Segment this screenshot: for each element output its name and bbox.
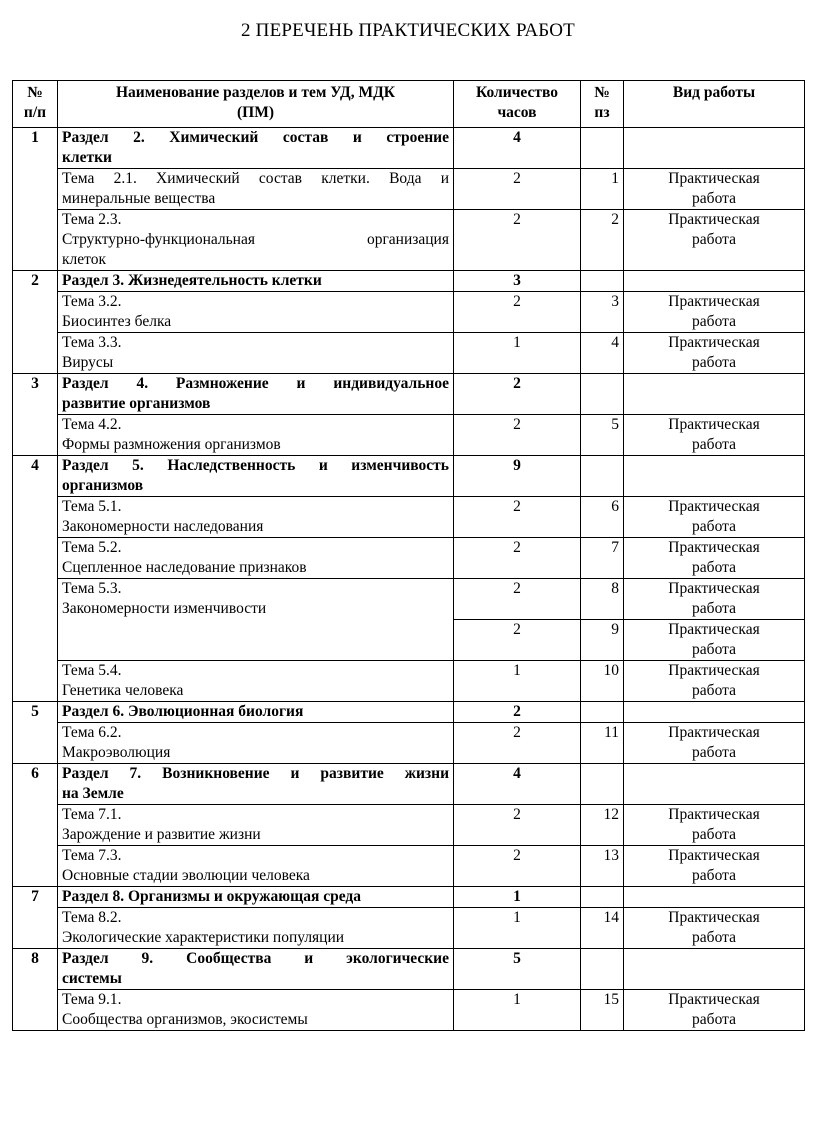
section-hours-text: 3: [513, 272, 521, 289]
topic-pz: [581, 990, 624, 1031]
topic-row: [13, 169, 805, 210]
section-title: [58, 887, 454, 908]
topic-hours: [454, 333, 581, 374]
section-row: [13, 949, 805, 990]
topic-row: [13, 579, 805, 620]
section-pz-empty: [581, 949, 624, 990]
topic-pz: [581, 579, 624, 620]
topic-line-2: Закономерности изменчивости: [62, 600, 267, 617]
section-number: [13, 887, 58, 949]
section-row: [13, 702, 805, 723]
work-type-cell: [624, 908, 805, 949]
topic-pz-text: 8: [611, 580, 619, 597]
topic-name: [58, 415, 454, 456]
topic-line-1: Тема 9.1.: [62, 991, 122, 1008]
work-type-line-1: Практическая: [668, 847, 760, 864]
section-kind-empty: [624, 887, 805, 908]
topic-hours: [454, 579, 581, 620]
section-title-line-2: системы: [62, 970, 122, 987]
topic-line-2: минеральные вещества: [62, 190, 216, 207]
section-title: [58, 456, 454, 497]
topic-pz: [581, 661, 624, 702]
topic-row: [13, 846, 805, 887]
section-hours-text: 2: [513, 375, 521, 392]
topic-line-2: Формы размножения организмов: [62, 436, 281, 453]
work-type-line-2: работа: [692, 436, 736, 453]
work-type-line-2: работа: [692, 313, 736, 330]
topic-name: [58, 292, 454, 333]
section-number: [13, 764, 58, 887]
topic-row: [13, 908, 805, 949]
work-type-cell: [624, 723, 805, 764]
topic-pz: [581, 415, 624, 456]
work-type-cell: [624, 579, 805, 620]
topic-name: [58, 333, 454, 374]
work-type-line-2: работа: [692, 354, 736, 371]
section-hours: [454, 456, 581, 497]
section-title-line-1: Раздел 7. Возникновение и развитие жизни: [62, 765, 449, 782]
section-row: [13, 887, 805, 908]
work-type-cell: [624, 333, 805, 374]
section-kind-empty: [624, 128, 805, 169]
section-hours: [454, 887, 581, 908]
section-pz-empty: [581, 702, 624, 723]
topic-hours: [454, 415, 581, 456]
topic-name: [58, 846, 454, 887]
work-type-line-2: работа: [692, 1011, 736, 1028]
section-hours-text: 5: [513, 950, 521, 967]
topic-line-1: Тема 2.1. Химический состав клетки. Вода и: [62, 170, 449, 187]
section-pz-empty: [581, 271, 624, 292]
section-kind-empty: [624, 374, 805, 415]
topic-hours-text: 2: [513, 211, 521, 228]
topic-line-1: Тема 3.3.: [62, 334, 122, 351]
work-type-line-1: Практическая: [668, 991, 760, 1008]
section-title: [58, 764, 454, 805]
section-title-line-2: организмов: [62, 477, 144, 494]
topic-row: [13, 990, 805, 1031]
topic-hours-text: 1: [513, 662, 521, 679]
topic-line-1: Тема 7.3.: [62, 847, 122, 864]
topic-hours-text: 2: [513, 498, 521, 515]
topic-pz: [581, 210, 624, 271]
topic-line-2-justified: [62, 230, 449, 250]
topic-pz-text: 5: [611, 416, 619, 433]
section-number: [13, 374, 58, 456]
topic-name: [58, 805, 454, 846]
section-title: [58, 702, 454, 723]
section-title: [58, 271, 454, 292]
work-type-cell: [624, 415, 805, 456]
topic-hours-text: 2: [513, 416, 521, 433]
work-type-line-2: работа: [692, 929, 736, 946]
practical-works-table: [12, 80, 805, 1031]
work-type-cell: [624, 620, 805, 661]
topic-pz: [581, 846, 624, 887]
topic-line-1: Тема 8.2.: [62, 909, 122, 926]
topic-hours: [454, 661, 581, 702]
section-pz-empty: [581, 128, 624, 169]
work-type-line-1: Практическая: [668, 211, 760, 228]
topic-line-1: Тема 5.3.: [62, 580, 122, 597]
topic-hours-text: 2: [513, 580, 521, 597]
section-kind-empty: [624, 764, 805, 805]
section-hours-text: 4: [513, 129, 521, 146]
topic-hours-text: 1: [513, 991, 521, 1008]
topic-pz: [581, 169, 624, 210]
section-row: [13, 764, 805, 805]
topic-pz-text: 13: [603, 847, 619, 864]
section-number-text: 2: [31, 272, 39, 289]
topic-line-2a: Структурно-функциональная: [62, 231, 255, 248]
topic-hours-text: 2: [513, 724, 521, 741]
page-title: 2 ПЕРЕЧЕНЬ ПРАКТИЧЕСКИХ РАБОТ: [241, 20, 575, 41]
topic-line-2: Основные стадии эволюции человека: [62, 867, 310, 884]
topic-hours: [454, 805, 581, 846]
header-kind: Вид работы: [624, 81, 805, 128]
topic-hours-text: 2: [513, 847, 521, 864]
work-type-line-1: Практическая: [668, 909, 760, 926]
work-type-cell: [624, 210, 805, 271]
section-title-line-1: Раздел 4. Размножение и индивидуальное: [62, 375, 449, 392]
topic-pz-text: 3: [611, 293, 619, 310]
section-hours: [454, 271, 581, 292]
section-row: [13, 456, 805, 497]
topic-row: [13, 723, 805, 764]
section-hours-text: 4: [513, 765, 521, 782]
topic-row: [13, 333, 805, 374]
topic-line-2b: организация: [366, 231, 449, 248]
topic-pz: [581, 908, 624, 949]
section-title-line-1: Раздел 5. Наследственность и изменчивость: [62, 457, 449, 474]
topic-name: [58, 990, 454, 1031]
topic-hours: [454, 538, 581, 579]
section-title: [58, 128, 454, 169]
section-number: [13, 271, 58, 374]
topic-pz: [581, 333, 624, 374]
topic-pz: [581, 538, 624, 579]
work-type-line-2: работа: [692, 231, 736, 248]
topic-name: [58, 579, 454, 661]
topic-name: [58, 723, 454, 764]
topic-row: [13, 415, 805, 456]
section-number-text: 8: [31, 950, 39, 967]
work-type-line-2: работа: [692, 867, 736, 884]
section-number-text: 5: [31, 703, 39, 720]
section-number: [13, 949, 58, 1031]
header-name: Наименование разделов и тем УД, МДК (ПМ): [58, 81, 454, 128]
topic-pz-text: 14: [603, 909, 619, 926]
section-title-line-2: на Земле: [62, 785, 124, 802]
header-hours: Количество часов: [454, 81, 581, 128]
topic-hours: [454, 846, 581, 887]
topic-row: [13, 805, 805, 846]
topic-name: [58, 497, 454, 538]
work-type-line-2: работа: [692, 600, 736, 617]
topic-hours-text: 2: [513, 293, 521, 310]
topic-row: [13, 210, 805, 271]
section-pz-empty: [581, 887, 624, 908]
topic-line-1: Тема 5.1.: [62, 498, 122, 515]
work-type-cell: [624, 169, 805, 210]
work-type-line-2: работа: [692, 826, 736, 843]
work-type-cell: [624, 497, 805, 538]
section-title: [58, 374, 454, 415]
topic-pz-text: 4: [611, 334, 619, 351]
topic-line-2: Генетика человека: [62, 682, 184, 699]
topic-hours: [454, 210, 581, 271]
topic-pz-text: 15: [603, 991, 619, 1008]
topic-hours-text: 1: [513, 909, 521, 926]
topic-name: [58, 661, 454, 702]
topic-name: [58, 169, 454, 210]
topic-hours: [454, 292, 581, 333]
section-kind-empty: [624, 949, 805, 990]
topic-line-3: клеток: [62, 251, 106, 268]
section-hours-text: 9: [513, 457, 521, 474]
topic-hours: [454, 497, 581, 538]
topic-row: [13, 661, 805, 702]
work-type-line-1: Практическая: [668, 806, 760, 823]
work-type-cell: [624, 661, 805, 702]
topic-pz-text: 11: [604, 724, 619, 741]
topic-line-1: Тема 4.2.: [62, 416, 122, 433]
section-row: [13, 271, 805, 292]
table-header-row: [13, 81, 805, 128]
topic-line-1: Тема 5.2.: [62, 539, 122, 556]
topic-line-1: Тема 5.4.: [62, 662, 122, 679]
topic-pz-text: 10: [603, 662, 619, 679]
section-kind-empty: [624, 271, 805, 292]
topic-pz: [581, 497, 624, 538]
work-type-line-1: Практическая: [668, 170, 760, 187]
section-hours: [454, 702, 581, 723]
topic-pz-text: 1: [611, 170, 619, 187]
topic-name: [58, 908, 454, 949]
section-row: [13, 374, 805, 415]
work-type-line-1: Практическая: [668, 580, 760, 597]
section-kind-empty: [624, 456, 805, 497]
topic-hours: [454, 723, 581, 764]
topic-line-2: Вирусы: [62, 354, 114, 371]
topic-line-2: Экологические характеристики популяции: [62, 929, 345, 946]
topic-pz: [581, 723, 624, 764]
section-pz-empty: [581, 456, 624, 497]
section-number-text: 4: [31, 457, 39, 474]
topic-pz: [581, 620, 624, 661]
section-title-line-2: развитие организмов: [62, 395, 211, 412]
section-title: [58, 949, 454, 990]
section-hours: [454, 128, 581, 169]
work-type-line-2: работа: [692, 190, 736, 207]
topic-line-2: Сцепленное наследование признаков: [62, 559, 307, 576]
topic-line-2: Закономерности наследования: [62, 518, 264, 535]
section-hours-text: 1: [513, 888, 521, 905]
section-kind-empty: [624, 702, 805, 723]
section-number-text: 6: [31, 765, 39, 782]
section-title-line-1: Раздел 3. Жизнедеятельность клетки: [62, 272, 322, 289]
header-num: № п/п: [13, 81, 58, 128]
topic-hours-text: 1: [513, 334, 521, 351]
work-type-cell: [624, 846, 805, 887]
topic-pz-text: 7: [611, 539, 619, 556]
work-type-line-1: Практическая: [668, 539, 760, 556]
section-title-line-1: Раздел 2. Химический состав и строение: [62, 129, 449, 146]
section-pz-empty: [581, 764, 624, 805]
topic-hours: [454, 990, 581, 1031]
topic-pz-text: 6: [611, 498, 619, 515]
topic-line-1: Тема 2.3.: [62, 211, 122, 228]
topic-name: [58, 538, 454, 579]
work-type-cell: [624, 538, 805, 579]
section-hours: [454, 949, 581, 990]
section-hours: [454, 374, 581, 415]
topic-hours: [454, 908, 581, 949]
section-pz-empty: [581, 374, 624, 415]
work-type-line-2: работа: [692, 682, 736, 699]
topic-row: [13, 538, 805, 579]
work-type-cell: [624, 292, 805, 333]
section-row: [13, 128, 805, 169]
work-type-line-1: Практическая: [668, 416, 760, 433]
topic-hours: [454, 620, 581, 661]
topic-line-2: Зарождение и развитие жизни: [62, 826, 261, 843]
topic-hours-text: 2: [513, 621, 521, 638]
header-pz: № пз: [581, 81, 624, 128]
topic-pz-text: 9: [611, 621, 619, 638]
work-type-cell: [624, 805, 805, 846]
topic-line-2: Биосинтез белка: [62, 313, 172, 330]
work-type-cell: [624, 990, 805, 1031]
work-type-line-1: Практическая: [668, 334, 760, 351]
work-type-line-2: работа: [692, 641, 736, 658]
topic-line-1: Тема 7.1.: [62, 806, 122, 823]
section-number-text: 1: [31, 129, 39, 146]
section-title-line-2: клетки: [62, 149, 112, 166]
section-title-line-1: Раздел 8. Организмы и окружающая среда: [62, 888, 361, 905]
work-type-line-1: Практическая: [668, 724, 760, 741]
topic-line-1: Тема 3.2.: [62, 293, 122, 310]
topic-line-2: Сообщества организмов, экосистемы: [62, 1011, 308, 1028]
topic-hours-text: 2: [513, 539, 521, 556]
section-hours: [454, 764, 581, 805]
topic-hours: [454, 169, 581, 210]
topic-hours-text: 2: [513, 170, 521, 187]
work-type-line-2: работа: [692, 744, 736, 761]
section-number-text: 7: [31, 888, 39, 905]
work-type-line-2: работа: [692, 518, 736, 535]
section-number: [13, 456, 58, 702]
topic-pz: [581, 292, 624, 333]
topic-line-2: Макроэволюция: [62, 744, 171, 761]
section-number-text: 3: [31, 375, 39, 392]
work-type-line-1: Практическая: [668, 498, 760, 515]
section-title-line-1: Раздел 6. Эволюционная биология: [62, 703, 304, 720]
work-type-line-1: Практическая: [668, 662, 760, 679]
topic-pz: [581, 805, 624, 846]
work-type-line-1: Практическая: [668, 621, 760, 638]
topic-line-1: Тема 6.2.: [62, 724, 122, 741]
topic-row: [13, 497, 805, 538]
section-number: [13, 702, 58, 764]
topic-hours-text: 2: [513, 806, 521, 823]
topic-pz-text: 12: [603, 806, 619, 823]
work-type-line-1: Практическая: [668, 293, 760, 310]
section-number: [13, 128, 58, 271]
topic-name: [58, 210, 454, 271]
work-type-line-2: работа: [692, 559, 736, 576]
topic-row: [13, 292, 805, 333]
section-title-line-1: Раздел 9. Сообщества и экологические: [62, 950, 449, 967]
topic-pz-text: 2: [611, 211, 619, 228]
section-hours-text: 2: [513, 703, 521, 720]
